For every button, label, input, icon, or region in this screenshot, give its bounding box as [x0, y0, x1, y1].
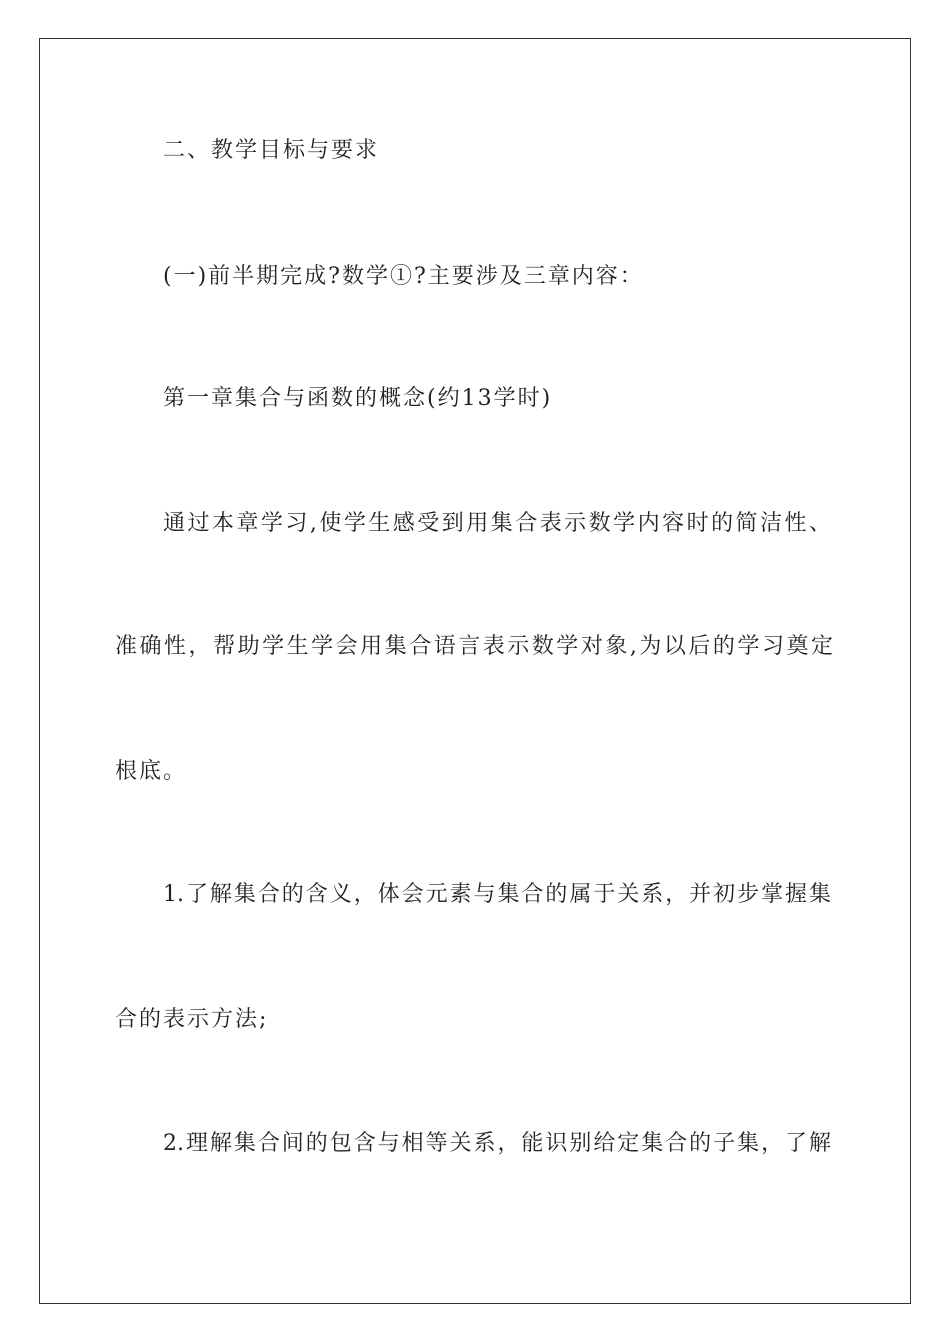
- list-item-1-line-2: 合的表示方法;: [115, 1007, 269, 1032]
- paragraph-intro-line-3: 根底。: [115, 759, 188, 784]
- section-heading: 二、教学目标与要求: [163, 138, 380, 163]
- list-item-2-line-1: 2.理解集合间的包含与相等关系，能识别给定集合的子集，了解: [163, 1131, 831, 1156]
- page-frame: [39, 38, 911, 1304]
- paragraph-intro-line-2: 准确性，帮助学生学会用集合语言表示数学对象,为以后的学习奠定: [115, 634, 833, 659]
- chapter-title: 第一章集合与函数的概念(约13学时): [163, 386, 553, 411]
- list-item-1-line-1: 1.了解集合的含义，体会元素与集合的属于关系，并初步掌握集: [163, 882, 831, 907]
- subsection-heading: (一)前半期完成?数学①?主要涉及三章内容：: [163, 264, 644, 289]
- paragraph-intro-line-1: 通过本章学习,使学生感受到用集合表示数学内容时的简洁性、: [163, 511, 831, 536]
